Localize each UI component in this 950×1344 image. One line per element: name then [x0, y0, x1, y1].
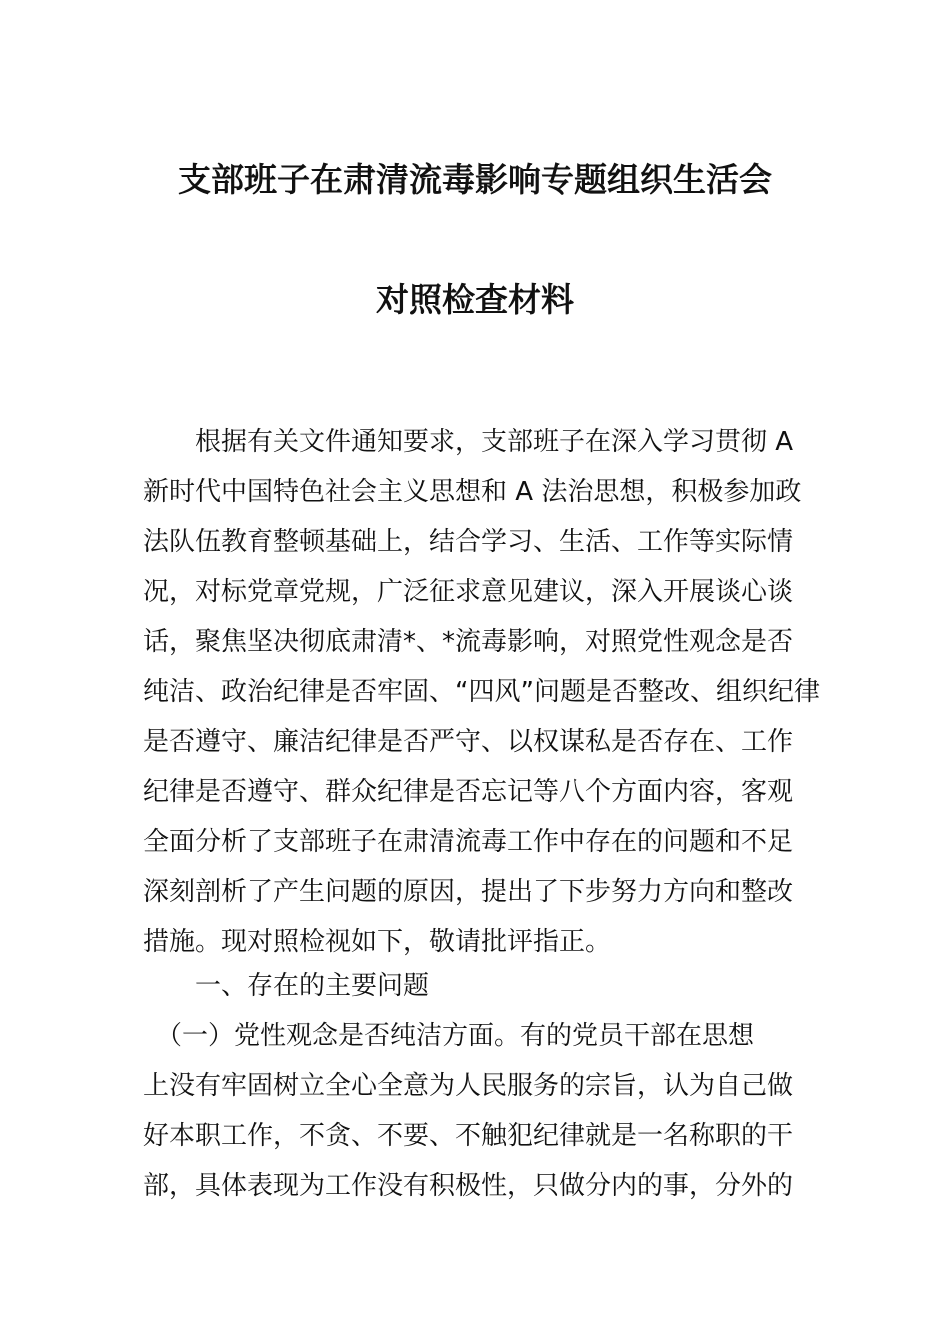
section-heading-text: 一、存在的主要问题 [143, 971, 430, 1001]
document-title-line-2: 对照检查材料 [376, 280, 574, 319]
section-1-line: 部，具体表现为工作没有积极性，只做分内的事，分外的 [143, 1171, 794, 1201]
intro-line: 根据有关文件通知要求，支部班子在深入学习贯彻 A [143, 427, 794, 457]
intro-line: 深刻剖析了产生问题的原因，提出了下步努力方向和整改 [143, 877, 794, 907]
intro-line: 新时代中国特色社会主义思想和 A 法治思想，积极参加政 [143, 477, 802, 507]
section-1-line: 好本职工作，不贪、不要、不触犯纪律就是一名称职的干 [143, 1121, 794, 1151]
intro-line: 纯洁、政治纪律是否牢固、“四风”问题是否整改、组织纪律 [143, 677, 820, 707]
intro-line: 措施。现对照检视如下，敬请批评指正。 [143, 927, 612, 957]
section-heading [143, 961, 823, 1011]
section-1-line: （一）党性观念是否纯洁方面。有的党员干部在思想 [143, 1021, 755, 1051]
intro-line: 是否遵守、廉洁纪律是否严守、以权谋私是否存在、工作 [143, 727, 794, 757]
intro-line: 全面分析了支部班子在肃清流毒工作中存在的问题和不足 [143, 827, 794, 857]
intro-paragraph [143, 417, 823, 967]
section-1-line: 上没有牢固树立全心全意为人民服务的宗旨，认为自己做 [143, 1071, 794, 1101]
intro-line: 法队伍教育整顿基础上，结合学习、生活、工作等实际情 [143, 527, 794, 557]
document-title-line-1: 支部班子在肃清流毒影响专题组织生活会 [178, 160, 772, 199]
section-1-paragraph [143, 1011, 823, 1211]
intro-line: 况，对标党章党规，广泛征求意见建议，深入开展谈心谈 [143, 577, 794, 607]
intro-line: 话，聚焦坚决彻底肃清*、*流毒影响，对照党性观念是否 [143, 627, 794, 657]
intro-line: 纪律是否遵守、群众纪律是否忘记等八个方面内容，客观 [143, 777, 794, 807]
